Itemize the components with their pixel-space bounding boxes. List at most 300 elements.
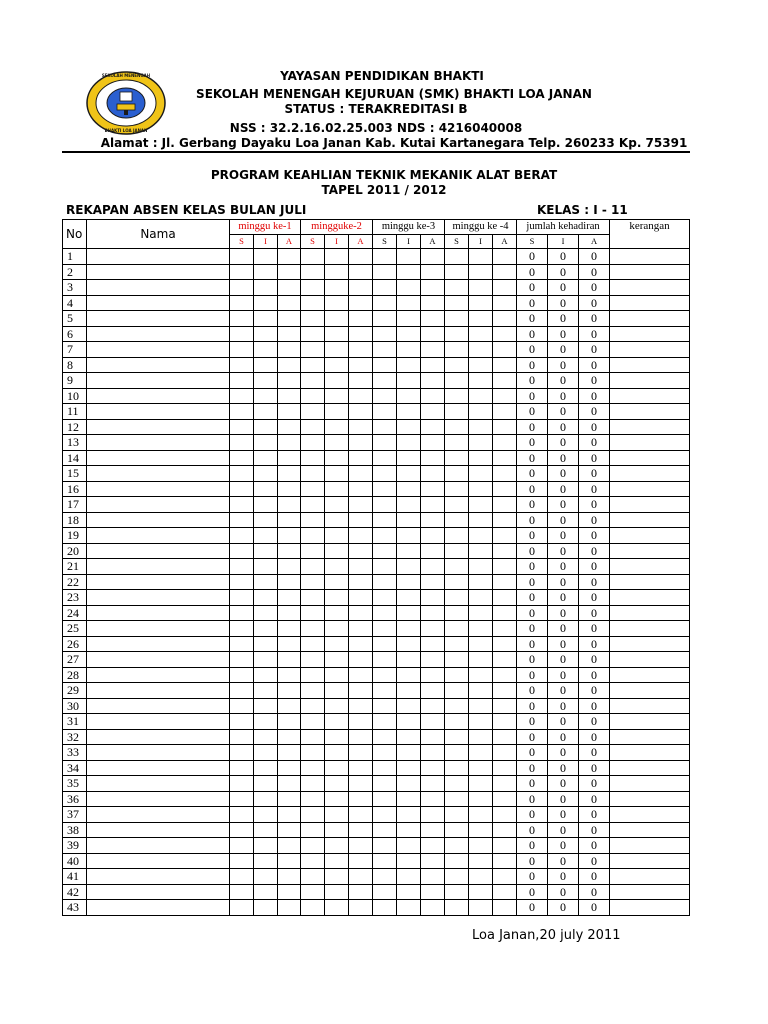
student-name-cell[interactable] [87,776,230,792]
weekly-attendance-cell[interactable] [230,249,254,265]
weekly-attendance-cell[interactable] [469,373,493,389]
weekly-attendance-cell[interactable] [469,652,493,668]
weekly-attendance-cell[interactable] [278,342,301,358]
weekly-attendance-cell[interactable] [469,326,493,342]
remarks-cell[interactable] [610,295,690,311]
weekly-attendance-cell[interactable] [254,404,278,420]
weekly-attendance-cell[interactable] [301,311,325,327]
weekly-attendance-cell[interactable] [325,466,349,482]
weekly-attendance-cell[interactable] [421,667,445,683]
weekly-attendance-cell[interactable] [421,497,445,513]
weekly-attendance-cell[interactable] [469,559,493,575]
weekly-attendance-cell[interactable] [397,280,421,296]
remarks-cell[interactable] [610,853,690,869]
student-name-cell[interactable] [87,311,230,327]
remarks-cell[interactable] [610,543,690,559]
weekly-attendance-cell[interactable] [445,884,469,900]
weekly-attendance-cell[interactable] [397,776,421,792]
weekly-attendance-cell[interactable] [301,838,325,854]
weekly-attendance-cell[interactable] [254,342,278,358]
weekly-attendance-cell[interactable] [469,869,493,885]
weekly-attendance-cell[interactable] [397,605,421,621]
weekly-attendance-cell[interactable] [469,528,493,544]
weekly-attendance-cell[interactable] [278,714,301,730]
weekly-attendance-cell[interactable] [325,497,349,513]
weekly-attendance-cell[interactable] [325,745,349,761]
student-name-cell[interactable] [87,450,230,466]
weekly-attendance-cell[interactable] [325,605,349,621]
weekly-attendance-cell[interactable] [230,264,254,280]
weekly-attendance-cell[interactable] [421,404,445,420]
student-name-cell[interactable] [87,714,230,730]
student-name-cell[interactable] [87,900,230,916]
weekly-attendance-cell[interactable] [278,249,301,265]
weekly-attendance-cell[interactable] [493,497,517,513]
weekly-attendance-cell[interactable] [325,776,349,792]
weekly-attendance-cell[interactable] [373,481,397,497]
weekly-attendance-cell[interactable] [445,311,469,327]
weekly-attendance-cell[interactable] [278,280,301,296]
weekly-attendance-cell[interactable] [397,528,421,544]
remarks-cell[interactable] [610,605,690,621]
weekly-attendance-cell[interactable] [349,481,373,497]
weekly-attendance-cell[interactable] [278,884,301,900]
weekly-attendance-cell[interactable] [278,528,301,544]
remarks-cell[interactable] [610,807,690,823]
weekly-attendance-cell[interactable] [445,822,469,838]
student-name-cell[interactable] [87,249,230,265]
weekly-attendance-cell[interactable] [421,838,445,854]
weekly-attendance-cell[interactable] [493,714,517,730]
weekly-attendance-cell[interactable] [373,264,397,280]
weekly-attendance-cell[interactable] [278,869,301,885]
student-name-cell[interactable] [87,760,230,776]
weekly-attendance-cell[interactable] [301,497,325,513]
weekly-attendance-cell[interactable] [301,636,325,652]
weekly-attendance-cell[interactable] [421,636,445,652]
weekly-attendance-cell[interactable] [349,807,373,823]
weekly-attendance-cell[interactable] [349,822,373,838]
weekly-attendance-cell[interactable] [397,760,421,776]
student-name-cell[interactable] [87,388,230,404]
weekly-attendance-cell[interactable] [373,357,397,373]
weekly-attendance-cell[interactable] [254,497,278,513]
weekly-attendance-cell[interactable] [421,388,445,404]
student-name-cell[interactable] [87,869,230,885]
weekly-attendance-cell[interactable] [397,822,421,838]
weekly-attendance-cell[interactable] [493,884,517,900]
weekly-attendance-cell[interactable] [254,900,278,916]
weekly-attendance-cell[interactable] [493,466,517,482]
weekly-attendance-cell[interactable] [325,853,349,869]
weekly-attendance-cell[interactable] [493,791,517,807]
weekly-attendance-cell[interactable] [301,652,325,668]
student-name-cell[interactable] [87,652,230,668]
weekly-attendance-cell[interactable] [254,621,278,637]
student-name-cell[interactable] [87,621,230,637]
weekly-attendance-cell[interactable] [230,450,254,466]
weekly-attendance-cell[interactable] [349,466,373,482]
weekly-attendance-cell[interactable] [349,590,373,606]
weekly-attendance-cell[interactable] [469,512,493,528]
weekly-attendance-cell[interactable] [278,652,301,668]
weekly-attendance-cell[interactable] [301,481,325,497]
weekly-attendance-cell[interactable] [445,264,469,280]
weekly-attendance-cell[interactable] [373,497,397,513]
student-name-cell[interactable] [87,791,230,807]
weekly-attendance-cell[interactable] [278,807,301,823]
weekly-attendance-cell[interactable] [445,760,469,776]
weekly-attendance-cell[interactable] [421,807,445,823]
weekly-attendance-cell[interactable] [445,807,469,823]
weekly-attendance-cell[interactable] [397,249,421,265]
weekly-attendance-cell[interactable] [230,528,254,544]
weekly-attendance-cell[interactable] [254,466,278,482]
weekly-attendance-cell[interactable] [445,698,469,714]
weekly-attendance-cell[interactable] [301,528,325,544]
weekly-attendance-cell[interactable] [230,667,254,683]
weekly-attendance-cell[interactable] [445,853,469,869]
student-name-cell[interactable] [87,698,230,714]
weekly-attendance-cell[interactable] [445,636,469,652]
weekly-attendance-cell[interactable] [230,419,254,435]
weekly-attendance-cell[interactable] [254,667,278,683]
weekly-attendance-cell[interactable] [493,543,517,559]
weekly-attendance-cell[interactable] [445,512,469,528]
weekly-attendance-cell[interactable] [373,791,397,807]
weekly-attendance-cell[interactable] [230,714,254,730]
weekly-attendance-cell[interactable] [278,419,301,435]
student-name-cell[interactable] [87,838,230,854]
weekly-attendance-cell[interactable] [397,543,421,559]
weekly-attendance-cell[interactable] [230,357,254,373]
weekly-attendance-cell[interactable] [325,590,349,606]
weekly-attendance-cell[interactable] [397,652,421,668]
remarks-cell[interactable] [610,450,690,466]
weekly-attendance-cell[interactable] [349,249,373,265]
weekly-attendance-cell[interactable] [493,822,517,838]
weekly-attendance-cell[interactable] [278,326,301,342]
weekly-attendance-cell[interactable] [421,869,445,885]
weekly-attendance-cell[interactable] [301,698,325,714]
weekly-attendance-cell[interactable] [421,698,445,714]
weekly-attendance-cell[interactable] [445,388,469,404]
weekly-attendance-cell[interactable] [445,342,469,358]
weekly-attendance-cell[interactable] [278,388,301,404]
weekly-attendance-cell[interactable] [278,295,301,311]
weekly-attendance-cell[interactable] [373,559,397,575]
weekly-attendance-cell[interactable] [373,311,397,327]
weekly-attendance-cell[interactable] [493,683,517,699]
weekly-attendance-cell[interactable] [397,621,421,637]
weekly-attendance-cell[interactable] [325,667,349,683]
remarks-cell[interactable] [610,869,690,885]
weekly-attendance-cell[interactable] [230,543,254,559]
weekly-attendance-cell[interactable] [493,512,517,528]
weekly-attendance-cell[interactable] [397,326,421,342]
weekly-attendance-cell[interactable] [230,698,254,714]
weekly-attendance-cell[interactable] [230,683,254,699]
remarks-cell[interactable] [610,466,690,482]
weekly-attendance-cell[interactable] [469,760,493,776]
weekly-attendance-cell[interactable] [349,698,373,714]
weekly-attendance-cell[interactable] [373,760,397,776]
weekly-attendance-cell[interactable] [254,652,278,668]
weekly-attendance-cell[interactable] [301,745,325,761]
student-name-cell[interactable] [87,807,230,823]
weekly-attendance-cell[interactable] [230,605,254,621]
weekly-attendance-cell[interactable] [421,264,445,280]
remarks-cell[interactable] [610,497,690,513]
weekly-attendance-cell[interactable] [278,466,301,482]
weekly-attendance-cell[interactable] [397,900,421,916]
weekly-attendance-cell[interactable] [373,776,397,792]
weekly-attendance-cell[interactable] [397,435,421,451]
weekly-attendance-cell[interactable] [373,388,397,404]
weekly-attendance-cell[interactable] [493,760,517,776]
weekly-attendance-cell[interactable] [445,435,469,451]
weekly-attendance-cell[interactable] [349,652,373,668]
weekly-attendance-cell[interactable] [469,280,493,296]
weekly-attendance-cell[interactable] [445,326,469,342]
weekly-attendance-cell[interactable] [325,326,349,342]
weekly-attendance-cell[interactable] [230,745,254,761]
weekly-attendance-cell[interactable] [421,574,445,590]
weekly-attendance-cell[interactable] [349,869,373,885]
weekly-attendance-cell[interactable] [349,559,373,575]
weekly-attendance-cell[interactable] [254,450,278,466]
weekly-attendance-cell[interactable] [278,574,301,590]
weekly-attendance-cell[interactable] [373,900,397,916]
weekly-attendance-cell[interactable] [301,667,325,683]
weekly-attendance-cell[interactable] [301,466,325,482]
weekly-attendance-cell[interactable] [254,528,278,544]
weekly-attendance-cell[interactable] [301,342,325,358]
weekly-attendance-cell[interactable] [397,264,421,280]
weekly-attendance-cell[interactable] [397,698,421,714]
weekly-attendance-cell[interactable] [469,698,493,714]
weekly-attendance-cell[interactable] [421,729,445,745]
weekly-attendance-cell[interactable] [325,435,349,451]
weekly-attendance-cell[interactable] [421,481,445,497]
weekly-attendance-cell[interactable] [254,698,278,714]
weekly-attendance-cell[interactable] [349,636,373,652]
weekly-attendance-cell[interactable] [230,822,254,838]
remarks-cell[interactable] [610,342,690,358]
weekly-attendance-cell[interactable] [469,683,493,699]
weekly-attendance-cell[interactable] [278,497,301,513]
weekly-attendance-cell[interactable] [230,311,254,327]
remarks-cell[interactable] [610,683,690,699]
weekly-attendance-cell[interactable] [445,745,469,761]
weekly-attendance-cell[interactable] [254,326,278,342]
weekly-attendance-cell[interactable] [278,264,301,280]
weekly-attendance-cell[interactable] [254,481,278,497]
weekly-attendance-cell[interactable] [254,388,278,404]
student-name-cell[interactable] [87,683,230,699]
weekly-attendance-cell[interactable] [349,342,373,358]
weekly-attendance-cell[interactable] [278,636,301,652]
weekly-attendance-cell[interactable] [278,404,301,420]
weekly-attendance-cell[interactable] [325,683,349,699]
weekly-attendance-cell[interactable] [349,605,373,621]
weekly-attendance-cell[interactable] [254,357,278,373]
weekly-attendance-cell[interactable] [493,869,517,885]
weekly-attendance-cell[interactable] [278,450,301,466]
weekly-attendance-cell[interactable] [230,404,254,420]
weekly-attendance-cell[interactable] [445,838,469,854]
weekly-attendance-cell[interactable] [254,590,278,606]
weekly-attendance-cell[interactable] [373,714,397,730]
weekly-attendance-cell[interactable] [325,621,349,637]
weekly-attendance-cell[interactable] [373,373,397,389]
weekly-attendance-cell[interactable] [325,574,349,590]
weekly-attendance-cell[interactable] [445,683,469,699]
weekly-attendance-cell[interactable] [254,745,278,761]
weekly-attendance-cell[interactable] [469,590,493,606]
weekly-attendance-cell[interactable] [373,466,397,482]
weekly-attendance-cell[interactable] [493,357,517,373]
weekly-attendance-cell[interactable] [349,497,373,513]
weekly-attendance-cell[interactable] [301,714,325,730]
weekly-attendance-cell[interactable] [349,683,373,699]
weekly-attendance-cell[interactable] [325,543,349,559]
weekly-attendance-cell[interactable] [445,559,469,575]
weekly-attendance-cell[interactable] [349,838,373,854]
remarks-cell[interactable] [610,776,690,792]
weekly-attendance-cell[interactable] [278,667,301,683]
weekly-attendance-cell[interactable] [278,683,301,699]
weekly-attendance-cell[interactable] [278,900,301,916]
weekly-attendance-cell[interactable] [493,838,517,854]
weekly-attendance-cell[interactable] [469,667,493,683]
weekly-attendance-cell[interactable] [301,683,325,699]
weekly-attendance-cell[interactable] [325,388,349,404]
weekly-attendance-cell[interactable] [301,404,325,420]
student-name-cell[interactable] [87,667,230,683]
student-name-cell[interactable] [87,590,230,606]
weekly-attendance-cell[interactable] [349,791,373,807]
weekly-attendance-cell[interactable] [301,512,325,528]
weekly-attendance-cell[interactable] [230,853,254,869]
weekly-attendance-cell[interactable] [397,807,421,823]
weekly-attendance-cell[interactable] [445,466,469,482]
weekly-attendance-cell[interactable] [469,466,493,482]
weekly-attendance-cell[interactable] [421,884,445,900]
weekly-attendance-cell[interactable] [278,559,301,575]
weekly-attendance-cell[interactable] [421,745,445,761]
weekly-attendance-cell[interactable] [325,900,349,916]
weekly-attendance-cell[interactable] [421,776,445,792]
weekly-attendance-cell[interactable] [325,822,349,838]
weekly-attendance-cell[interactable] [469,249,493,265]
weekly-attendance-cell[interactable] [349,760,373,776]
weekly-attendance-cell[interactable] [230,295,254,311]
weekly-attendance-cell[interactable] [445,791,469,807]
weekly-attendance-cell[interactable] [301,590,325,606]
weekly-attendance-cell[interactable] [445,357,469,373]
weekly-attendance-cell[interactable] [373,342,397,358]
weekly-attendance-cell[interactable] [421,605,445,621]
weekly-attendance-cell[interactable] [469,543,493,559]
weekly-attendance-cell[interactable] [254,249,278,265]
weekly-attendance-cell[interactable] [325,652,349,668]
weekly-attendance-cell[interactable] [325,512,349,528]
weekly-attendance-cell[interactable] [373,590,397,606]
weekly-attendance-cell[interactable] [421,652,445,668]
remarks-cell[interactable] [610,326,690,342]
weekly-attendance-cell[interactable] [278,481,301,497]
student-name-cell[interactable] [87,822,230,838]
weekly-attendance-cell[interactable] [349,373,373,389]
remarks-cell[interactable] [610,249,690,265]
weekly-attendance-cell[interactable] [421,357,445,373]
student-name-cell[interactable] [87,745,230,761]
weekly-attendance-cell[interactable] [373,249,397,265]
weekly-attendance-cell[interactable] [349,357,373,373]
weekly-attendance-cell[interactable] [373,605,397,621]
weekly-attendance-cell[interactable] [469,853,493,869]
weekly-attendance-cell[interactable] [469,295,493,311]
weekly-attendance-cell[interactable] [445,404,469,420]
weekly-attendance-cell[interactable] [493,574,517,590]
weekly-attendance-cell[interactable] [230,512,254,528]
weekly-attendance-cell[interactable] [254,853,278,869]
weekly-attendance-cell[interactable] [469,729,493,745]
weekly-attendance-cell[interactable] [349,884,373,900]
weekly-attendance-cell[interactable] [278,745,301,761]
weekly-attendance-cell[interactable] [397,497,421,513]
weekly-attendance-cell[interactable] [469,807,493,823]
weekly-attendance-cell[interactable] [493,605,517,621]
remarks-cell[interactable] [610,822,690,838]
remarks-cell[interactable] [610,311,690,327]
weekly-attendance-cell[interactable] [493,807,517,823]
weekly-attendance-cell[interactable] [301,543,325,559]
remarks-cell[interactable] [610,435,690,451]
weekly-attendance-cell[interactable] [325,311,349,327]
weekly-attendance-cell[interactable] [278,760,301,776]
weekly-attendance-cell[interactable] [493,435,517,451]
weekly-attendance-cell[interactable] [445,481,469,497]
weekly-attendance-cell[interactable] [254,776,278,792]
weekly-attendance-cell[interactable] [254,760,278,776]
weekly-attendance-cell[interactable] [493,481,517,497]
weekly-attendance-cell[interactable] [445,543,469,559]
weekly-attendance-cell[interactable] [230,652,254,668]
weekly-attendance-cell[interactable] [230,590,254,606]
student-name-cell[interactable] [87,264,230,280]
weekly-attendance-cell[interactable] [349,574,373,590]
weekly-attendance-cell[interactable] [397,574,421,590]
student-name-cell[interactable] [87,559,230,575]
weekly-attendance-cell[interactable] [493,280,517,296]
student-name-cell[interactable] [87,466,230,482]
weekly-attendance-cell[interactable] [254,791,278,807]
weekly-attendance-cell[interactable] [373,822,397,838]
weekly-attendance-cell[interactable] [254,512,278,528]
weekly-attendance-cell[interactable] [493,264,517,280]
weekly-attendance-cell[interactable] [230,729,254,745]
remarks-cell[interactable] [610,621,690,637]
weekly-attendance-cell[interactable] [421,559,445,575]
weekly-attendance-cell[interactable] [349,435,373,451]
weekly-attendance-cell[interactable] [325,760,349,776]
weekly-attendance-cell[interactable] [278,373,301,389]
weekly-attendance-cell[interactable] [325,249,349,265]
weekly-attendance-cell[interactable] [421,621,445,637]
weekly-attendance-cell[interactable] [230,900,254,916]
